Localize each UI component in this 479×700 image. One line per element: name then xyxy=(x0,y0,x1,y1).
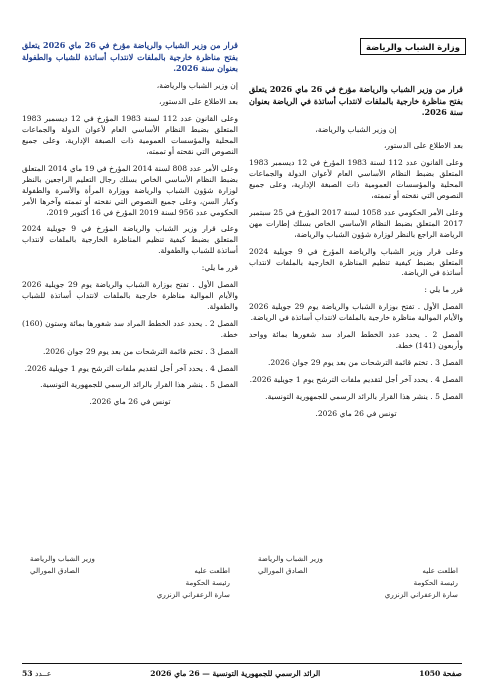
right-preamble-law: وعلى القانون عدد 112 لسنة 1983 المؤرخ في 12 ديسمبر 1983 المتعلق بضبط النظام الأساسي العام لأعوان الدولة والجماعات المحلية والمؤسسات العمومية ذات الصبغة الإدارية، وعلى جميع النصوص التي نقحته أو تممته، xyxy=(249,158,463,201)
right-decree-title: قرار من وزير الشباب والرياضة مؤرخ في 26 ماي 2026 يتعلق بفتح مناظرة خارجية بالملفات لانتداب أساتذة في الرياضة بعنوان سنة 2026. xyxy=(249,84,463,117)
left-article-4: الفصل 4 . يحدد آخر أجل لتقديم ملفات الترشح يوم 1 جويلية 2026. xyxy=(24,363,238,373)
right-article-3: الفصل 3 . تختم قائمة الترشحات من بعد يوم 29 جوان 2026. xyxy=(267,357,463,367)
left-sig-approved: اطلعت عليه xyxy=(194,566,230,575)
footer-rule xyxy=(22,663,462,664)
left-signatures xyxy=(30,553,230,615)
right-preamble-minister: إن وزير الشباب والرياضة، xyxy=(315,124,397,134)
left-column xyxy=(22,40,238,640)
left-preamble-constitution: بعد الاطلاع على الدستور، xyxy=(158,97,238,107)
right-article-1: الفصل الأول . تفتح بوزارة الشباب والرياضة يوم 29 جويلية 2026 والأيام الموالية مناظرة خارجية بالملفات لانتداب أساتذة في الرياضة. xyxy=(249,302,463,323)
right-preamble-decree: وعلى الأمر الحكومي عدد 1058 لسنة 2017 المؤرخ في 25 سبتمبر 2017 المتعلق بضبط النظام الأساسي الخاص بسلك إطارات مهن الرياضة الراجع بالنظر لوزارة شؤون الشباب والرياضة، xyxy=(249,207,463,239)
right-sig-pm-title: رئيسة الحكومة xyxy=(413,578,458,587)
footer-page xyxy=(419,669,462,678)
right-sig-minister-title: وزير الشباب والرياضة xyxy=(258,554,323,563)
left-sig-pm-name: سارة الزعفراني الزنزري xyxy=(156,590,230,599)
left-preamble-law: وعلى القانون عدد 112 لسنة 1983 المؤرخ في 12 ديسمبر 1983 المتعلق بضبط النظام الأساسي العام لأعوان الدولة والجماعات المحلية والمؤسسات العمومية ذات الصبغة الإدارية، وعلى جميع النصوص التي نقحته أو تممته، xyxy=(22,114,238,157)
right-preamble-order: وعلى قرار وزير الشباب والرياضة المؤرخ في 9 جويلية 2024 المتعلق بضبط كيفية تنظيم المناظرة الخارجية بالملفات لانتداب أساتذة في الرياضة. xyxy=(249,246,463,278)
left-decides: قرر ما يلي: xyxy=(201,263,238,273)
right-sig-pm-name: سارة الزعفراني الزنزري xyxy=(384,590,458,599)
left-article-2: الفصل 2 . يحدد عدد الخطط المراد سد شغورها بمائة وستون (160) خطة. xyxy=(22,318,238,339)
footer-issue-number: 53 xyxy=(22,668,33,678)
left-preamble-decree: وعلى الأمر عدد 808 لسنة 2014 المؤرخ في 19 ماي 2014 المتعلق بضبط النظام الأساسي الخاص بسلك رجال التعليم الراجعين بالنظر لوزارة شؤون الشباب والرياضة ووزارة المرأة والأسرة والطفولة وكبار السن، وعلى جميع النصوص التي نقحته أو تممته وآخرها الأمر الحكومي عدد 956 لسنة 2019 المؤرخ في 16 أكتوبر 2019، xyxy=(22,163,238,217)
left-preamble-minister: إن وزير الشباب والرياضة، xyxy=(156,80,238,90)
right-article-2: الفصل 2 . يحدد عدد الخطط المراد سد شغورها بمائة وواحد وأربعون (141) خطة. xyxy=(249,330,463,350)
left-article-3: الفصل 3 . تختم قائمة الترشحات من بعد يوم 29 جوان 2026. xyxy=(42,346,238,356)
footer-gazette: الرائد الرسمي للجمهورية التونسية — 26 ماي 2026 xyxy=(150,668,321,678)
right-article-4: الفصل 4 . يحدد آخر أجل لتقديم ملفات الترشح يوم 1 جويلية 2026. xyxy=(249,374,463,384)
right-sig-approved: اطلعت عليه xyxy=(422,566,458,575)
right-signatures xyxy=(258,553,458,615)
right-article-5: الفصل 5 . ينشر هذا القرار بالرائد الرسمي للجمهورية التونسية. xyxy=(265,391,463,401)
left-sig-minister-title: وزير الشباب والرياضة xyxy=(30,554,95,563)
page-footer xyxy=(22,666,462,680)
left-article-1: الفصل الأول . تفتح بوزارة الشباب والرياضة يوم 29 جويلية 2026 والأيام الموالية مناظرة خارجية بالملفات لانتداب أساتذة للشباب والطفولة. xyxy=(22,280,238,311)
left-decree-date: تونس في 26 ماي 2026. xyxy=(89,397,171,407)
right-decides: قرر ما يلي : xyxy=(424,285,463,295)
left-sig-pm-title: رئيسة الحكومة xyxy=(185,578,230,587)
left-decree-title: قرار من وزير الشباب والرياضة مؤرخ في 26 ماي 2026 يتعلق بفتح مناظرة خارجية بالملفات لانتداب أساتذة للشباب والطفولة بعنوان سنة 2026. xyxy=(22,40,238,73)
footer-issue xyxy=(22,669,51,678)
section-label: وزارة الشباب والرياضة xyxy=(360,38,466,55)
footer-issue-label: عــدد xyxy=(35,668,52,678)
footer-page-label: صفحة xyxy=(442,668,462,678)
footer-page-number: 1050 xyxy=(419,668,441,678)
right-sig-minister-name: الصادق المورالي xyxy=(258,566,308,575)
right-decree-date: تونس في 26 ماي 2026. xyxy=(315,408,397,418)
left-preamble-order: وعلى قرار وزير الشباب والرياضة المؤرخ في 9 جويلية 2024 المتعلق بضبط كيفية تنظيم المناظرة الخارجية بالملفات لانتداب أساتذة للشباب والطفولة. xyxy=(22,224,238,256)
right-preamble-constitution: بعد الاطلاع على الدستور، xyxy=(383,141,463,151)
left-sig-minister-name: الصادق المورالي xyxy=(30,566,80,575)
left-article-5: الفصل 5 . ينشر هذا القرار بالرائد الرسمي للجمهورية التونسية. xyxy=(40,380,238,390)
